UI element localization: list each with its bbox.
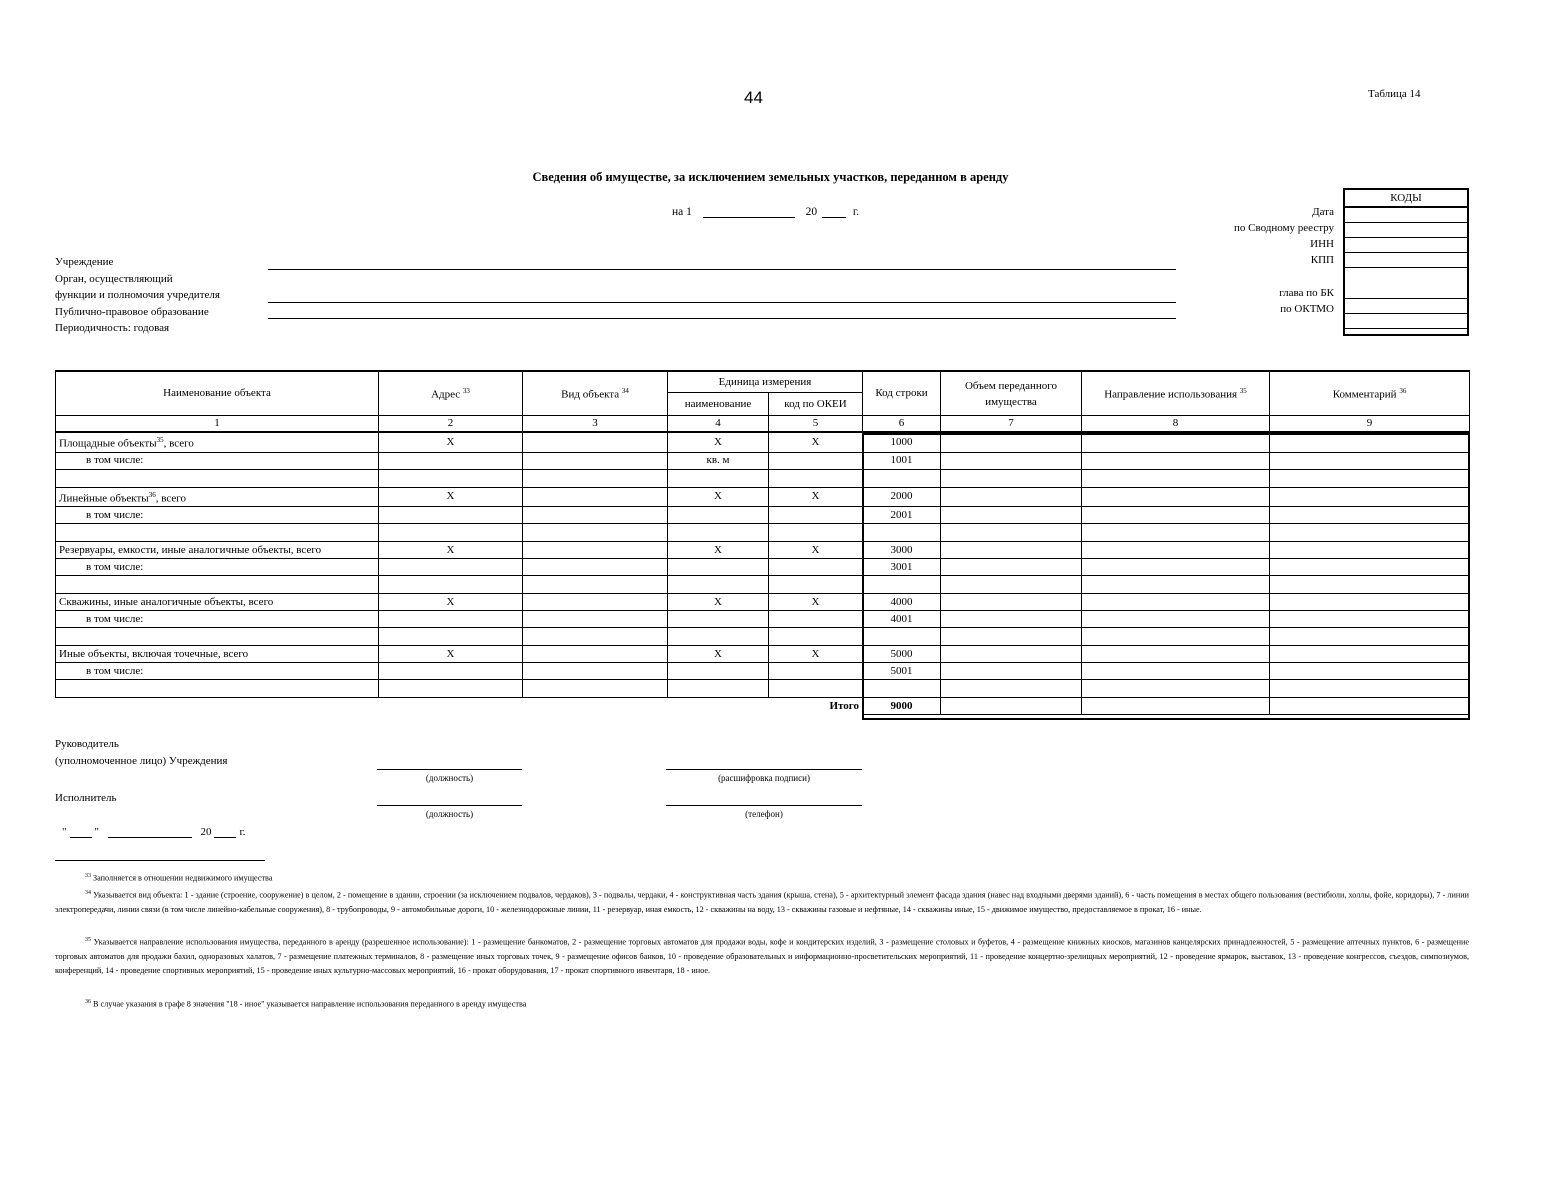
header-name: Наименование объекта [56, 371, 379, 416]
total-row [56, 698, 1470, 715]
col-num: 7 [941, 416, 1082, 433]
table-row [56, 646, 1470, 663]
institution-field[interactable] [268, 269, 1176, 270]
row-comment[interactable] [1270, 507, 1470, 524]
table-cell[interactable] [1270, 698, 1470, 715]
col-num: 4 [668, 416, 769, 433]
row-address[interactable] [379, 576, 523, 594]
footnote-33: $^{33}$ Заполняется в отношении недвижимого имущества [85, 873, 273, 883]
row-unit-code[interactable] [769, 663, 863, 680]
row-comment[interactable] [1270, 469, 1470, 487]
table-row [56, 507, 1470, 524]
row-name [56, 576, 379, 594]
table-row [56, 542, 1470, 559]
row-unit-code[interactable] [769, 524, 863, 542]
row-volume[interactable] [941, 542, 1082, 559]
public-entity-field[interactable] [268, 318, 1176, 319]
institution-label: Учреждение [55, 256, 114, 268]
row-comment[interactable] [1270, 432, 1470, 452]
row-address[interactable] [379, 524, 523, 542]
row-unit-code[interactable] [769, 576, 863, 594]
row-address[interactable] [379, 663, 523, 680]
row-volume[interactable] [941, 576, 1082, 594]
footnote-35: $^{35}$ Указывается направление использования имущества, переданного в аренду (разрешенное использование): 1 - размещение банкоматов, 2 - размещение торговых автоматов для продажи воды, кофе и кондитерских изделий, 3 - размещение столовых и буфетов, 4 - размещение книжных киосков, магазинов канцелярских принадлежностей, 5 - размещение аптечных пунктов, 6 - размещение торговых автоматов для продажи бахил, одноразовых халатов, 7 - размещение платежных терминалов, 8 - размещение иных торговых точек, 9 - размещение офисов банков, 10 - проведение образовательных и информационно-просветительских мероприятий, 11 - проведение концертно-зрелищных мероприятий, 12 - проведение ярмарок, выставок, 13 - проведение конгрессов, съездов, симпозиумов, конференций, 14 - проведение спортивных мероприятий, 15 - проведение иных культурно-массовых мероприятий, 16 - прокат оборудования, 17 - прокат спортивного инвентаря, 18 - иное. [55, 937, 1469, 975]
row-name: в том числе: [56, 507, 379, 524]
row-comment[interactable] [1270, 646, 1470, 663]
table-row [56, 559, 1470, 576]
authority-label-line1: Орган, осуществляющий [55, 273, 173, 285]
row-volume[interactable] [941, 628, 1082, 646]
row-code: 5000 [863, 646, 941, 663]
row-address[interactable] [379, 507, 523, 524]
authority-field[interactable] [268, 302, 1176, 303]
row-unit-code: X [769, 594, 863, 611]
code-cell-inn[interactable] [1345, 238, 1467, 253]
codes-header: КОДЫ [1345, 190, 1467, 208]
table-row [56, 524, 1470, 542]
row-unit-name[interactable] [668, 469, 769, 487]
header-address: Адрес $^{33}$ [379, 371, 523, 416]
date-day-month-field[interactable] [703, 205, 795, 218]
row-code [863, 680, 941, 698]
page-number: 44 [744, 88, 763, 107]
row-type[interactable] [523, 542, 668, 559]
row-unit-name: X [668, 432, 769, 452]
row-type[interactable] [523, 507, 668, 524]
col-num: 5 [769, 416, 863, 433]
row-type[interactable] [523, 594, 668, 611]
row-unit-code[interactable] [769, 628, 863, 646]
row-address: X [379, 432, 523, 452]
header-volume: Объем переданного имущества [941, 371, 1082, 416]
row-address[interactable] [379, 452, 523, 469]
row-comment[interactable] [1270, 487, 1470, 507]
row-code [863, 576, 941, 594]
table-row [56, 611, 1470, 628]
row-volume[interactable] [941, 524, 1082, 542]
row-code: 2001 [863, 507, 941, 524]
row-direction[interactable] [1082, 576, 1270, 594]
row-code: 3000 [863, 542, 941, 559]
table-row [56, 663, 1470, 680]
row-unit-name[interactable] [668, 524, 769, 542]
row-direction[interactable] [1082, 646, 1270, 663]
authority-label-line2: функции и полномочия учредителя [55, 289, 220, 301]
row-direction[interactable] [1082, 542, 1270, 559]
document-title: Сведения об имуществе, за исключением земельных участков, переданном в аренду [532, 170, 1009, 184]
row-name: в том числе: [56, 663, 379, 680]
row-volume[interactable] [941, 680, 1082, 698]
total-label: Итого [56, 698, 863, 715]
sign-year-field[interactable] [214, 826, 236, 838]
sign-month-field[interactable] [108, 826, 192, 838]
row-type[interactable] [523, 628, 668, 646]
row-address: X [379, 646, 523, 663]
row-type[interactable] [523, 469, 668, 487]
row-volume[interactable] [941, 469, 1082, 487]
row-type[interactable] [523, 576, 668, 594]
code-label-date: Дата [1312, 206, 1334, 218]
row-direction[interactable] [1082, 663, 1270, 680]
head-label-line2: (уполномоченное лицо) Учреждения [55, 755, 228, 767]
sign-date-suffix: г. [239, 826, 246, 838]
row-unit-name[interactable] [668, 680, 769, 698]
head-label-line1: Руководитель [55, 738, 119, 750]
row-code: 3001 [863, 559, 941, 576]
footnote-36: $^{36}$ В случае указания в графе 8 значения "18 - иное" указывается направление использования переданного в аренду имущества [85, 999, 527, 1009]
public-entity-label: Публично-правовое образование [55, 306, 209, 318]
col-num: 8 [1082, 416, 1270, 433]
code-label-registry: по Сводному реестру [1234, 222, 1334, 234]
row-type[interactable] [523, 559, 668, 576]
footnote-34: $^{34}$ Указывается вид объекта: 1 - здание (строение, сооружение) в целом, 2 - помещение в здании, строении (за исключением подвалов, чердаков), 3 - подвалы, чердаки, 4 - конструктивная часть здания (крыша, стена), 5 - архитектурный элемент фасада здания (навес над входными дверями зданий), 6 - часть помещения в местах общего пользования (вестибюли, холлы, фойе, коридоры), 7 - линии электропередачи, линии связи (в том числе линейно-кабельные сооружения), 8 - трубопроводы, 9 - автомобильные дороги, 10 - железнодорожные линии, 11 - резервуар, иная емкость, 12 - скважины на воду, 13 - скважины газовые и нефтяные, 14 - скважины иные, 15 - движимое имущество, предоставляемое в прокат, 16 - иные. [55, 890, 1470, 914]
row-unit-name: кв. м [668, 452, 769, 469]
col-num: 9 [1270, 416, 1470, 433]
table-row [56, 432, 1470, 452]
row-name: Линейные объекты$^{36}$, всего [56, 487, 379, 507]
row-name [56, 524, 379, 542]
code-label-oktmo: по ОКТМО [1280, 303, 1334, 315]
row-volume[interactable] [941, 663, 1082, 680]
row-type[interactable] [523, 524, 668, 542]
date-quote-open: " [62, 826, 67, 838]
row-address[interactable] [379, 611, 523, 628]
code-cell-registry[interactable] [1345, 223, 1467, 238]
header-comment: Комментарий $^{36}$ [1270, 371, 1470, 416]
row-unit-name[interactable] [668, 628, 769, 646]
row-type[interactable] [523, 452, 668, 469]
code-label-bk: глава по БК [1279, 287, 1334, 299]
table-row [56, 680, 1470, 698]
row-unit-code: X [769, 542, 863, 559]
header-unit-name: наименование [668, 393, 769, 416]
row-volume[interactable] [941, 507, 1082, 524]
table-row [56, 469, 1470, 487]
row-code: 1001 [863, 452, 941, 469]
date-year: 20 [805, 206, 818, 218]
row-comment[interactable] [1270, 559, 1470, 576]
row-unit-code[interactable] [769, 469, 863, 487]
row-comment[interactable] [1270, 663, 1470, 680]
row-comment[interactable] [1270, 524, 1470, 542]
row-code: 4000 [863, 594, 941, 611]
total-code: 9000 [863, 698, 941, 715]
row-name: в том числе: [56, 611, 379, 628]
sign-date-year: 20 [200, 826, 212, 838]
row-volume[interactable] [941, 432, 1082, 452]
row-unit-code[interactable] [769, 559, 863, 576]
row-name [56, 680, 379, 698]
code-cell-date[interactable] [1345, 208, 1467, 223]
executor-phone-caption: (телефон) [745, 809, 783, 819]
table-row [56, 452, 1470, 469]
executor-label: Исполнитель [55, 792, 117, 804]
row-direction[interactable] [1082, 487, 1270, 507]
row-name [56, 628, 379, 646]
codes-box [1343, 188, 1469, 336]
date-year-field[interactable] [822, 205, 846, 218]
row-unit-code[interactable] [769, 507, 863, 524]
row-unit-name[interactable] [668, 611, 769, 628]
row-type[interactable] [523, 432, 668, 452]
code-cell-oktmo[interactable] [1345, 314, 1467, 329]
code-label-kpp: КПП [1310, 254, 1334, 266]
row-address[interactable] [379, 559, 523, 576]
row-direction[interactable] [1082, 469, 1270, 487]
row-address[interactable] [379, 680, 523, 698]
header-type: Вид объекта $^{34}$ [523, 371, 668, 416]
executor-position-caption: (должность) [425, 809, 474, 819]
row-direction[interactable] [1082, 432, 1270, 452]
row-code [863, 469, 941, 487]
row-code: 1000 [863, 432, 941, 452]
row-comment[interactable] [1270, 542, 1470, 559]
row-unit-name[interactable] [668, 507, 769, 524]
table-cell[interactable] [941, 698, 1082, 715]
head-position-caption: (должность) [425, 773, 474, 783]
row-address[interactable] [379, 469, 523, 487]
column-numbers-row [56, 416, 1470, 433]
col-num: 6 [863, 416, 941, 433]
table-row [56, 576, 1470, 594]
row-unit-name: X [668, 487, 769, 507]
report-date-line [672, 205, 859, 218]
row-code [863, 628, 941, 646]
row-direction[interactable] [1082, 452, 1270, 469]
row-name [56, 469, 379, 487]
row-comment[interactable] [1270, 611, 1470, 628]
row-unit-name[interactable] [668, 559, 769, 576]
header-direction: Направление использования $^{35}$ [1082, 371, 1270, 416]
code-cell-blank[interactable] [1345, 268, 1467, 299]
row-unit-code: X [769, 487, 863, 507]
header-unit: Единица измерения [668, 371, 863, 393]
head-signature-field[interactable] [666, 769, 862, 770]
row-code [863, 524, 941, 542]
row-unit-name: X [668, 594, 769, 611]
row-direction[interactable] [1082, 594, 1270, 611]
row-address: X [379, 487, 523, 507]
table-row [56, 487, 1470, 507]
executor-phone-field[interactable] [666, 805, 862, 806]
executor-position-field[interactable] [377, 805, 522, 806]
head-decoding-caption: (расшифровка подписи) [718, 773, 810, 783]
row-direction[interactable] [1082, 524, 1270, 542]
row-volume[interactable] [941, 594, 1082, 611]
row-unit-name: X [668, 542, 769, 559]
row-name: Резервуары, емкости, иные аналогичные объекты, всего [56, 542, 379, 559]
row-type[interactable] [523, 611, 668, 628]
date-suffix: г. [852, 206, 860, 218]
property-table [55, 370, 1470, 715]
row-name: Площадные объекты$^{35}$, всего [56, 432, 379, 452]
col-num: 2 [379, 416, 523, 433]
row-address[interactable] [379, 628, 523, 646]
row-direction[interactable] [1082, 559, 1270, 576]
row-comment[interactable] [1270, 628, 1470, 646]
row-comment[interactable] [1270, 576, 1470, 594]
date-quote-close: " [94, 826, 99, 838]
row-direction[interactable] [1082, 680, 1270, 698]
row-unit-name[interactable] [668, 576, 769, 594]
row-unit-code: X [769, 432, 863, 452]
row-address: X [379, 542, 523, 559]
row-unit-code: X [769, 646, 863, 663]
row-name: Иные объекты, включая точечные, всего [56, 646, 379, 663]
row-type[interactable] [523, 487, 668, 507]
row-volume[interactable] [941, 559, 1082, 576]
row-direction[interactable] [1082, 628, 1270, 646]
col-num: 3 [523, 416, 668, 433]
row-code: 2000 [863, 487, 941, 507]
row-type[interactable] [523, 680, 668, 698]
row-comment[interactable] [1270, 452, 1470, 469]
row-code: 4001 [863, 611, 941, 628]
row-volume[interactable] [941, 611, 1082, 628]
row-unit-code[interactable] [769, 452, 863, 469]
col-num: 1 [56, 416, 379, 433]
row-unit-name: X [668, 646, 769, 663]
row-code: 5001 [863, 663, 941, 680]
header-unit-code: код по ОКЕИ [769, 393, 863, 416]
row-unit-code[interactable] [769, 680, 863, 698]
row-name: в том числе: [56, 559, 379, 576]
row-direction[interactable] [1082, 507, 1270, 524]
row-volume[interactable] [941, 646, 1082, 663]
row-type[interactable] [523, 646, 668, 663]
code-label-inn: ИНН [1310, 238, 1334, 250]
footnote-rule [55, 860, 265, 861]
row-unit-name[interactable] [668, 663, 769, 680]
periodicity-label: Периодичность: годовая [55, 322, 170, 334]
head-position-field[interactable] [377, 769, 522, 770]
sign-day-field[interactable] [70, 826, 92, 838]
table-row [56, 594, 1470, 611]
row-type[interactable] [523, 663, 668, 680]
sign-date-line [62, 826, 246, 838]
date-prefix: на 1 [672, 206, 692, 218]
code-cell-bk[interactable] [1345, 299, 1467, 314]
row-name: Скважины, иные аналогичные объекты, всего [56, 594, 379, 611]
row-address: X [379, 594, 523, 611]
header-row-code: Код строки [863, 371, 941, 416]
table-label: Таблица 14 [1368, 88, 1421, 100]
row-unit-code[interactable] [769, 611, 863, 628]
row-volume[interactable] [941, 452, 1082, 469]
row-volume[interactable] [941, 487, 1082, 507]
row-comment[interactable] [1270, 594, 1470, 611]
table-row [56, 628, 1470, 646]
row-comment[interactable] [1270, 680, 1470, 698]
row-direction[interactable] [1082, 611, 1270, 628]
table-cell[interactable] [1082, 698, 1270, 715]
row-name: в том числе: [56, 452, 379, 469]
code-cell-kpp[interactable] [1345, 253, 1467, 268]
